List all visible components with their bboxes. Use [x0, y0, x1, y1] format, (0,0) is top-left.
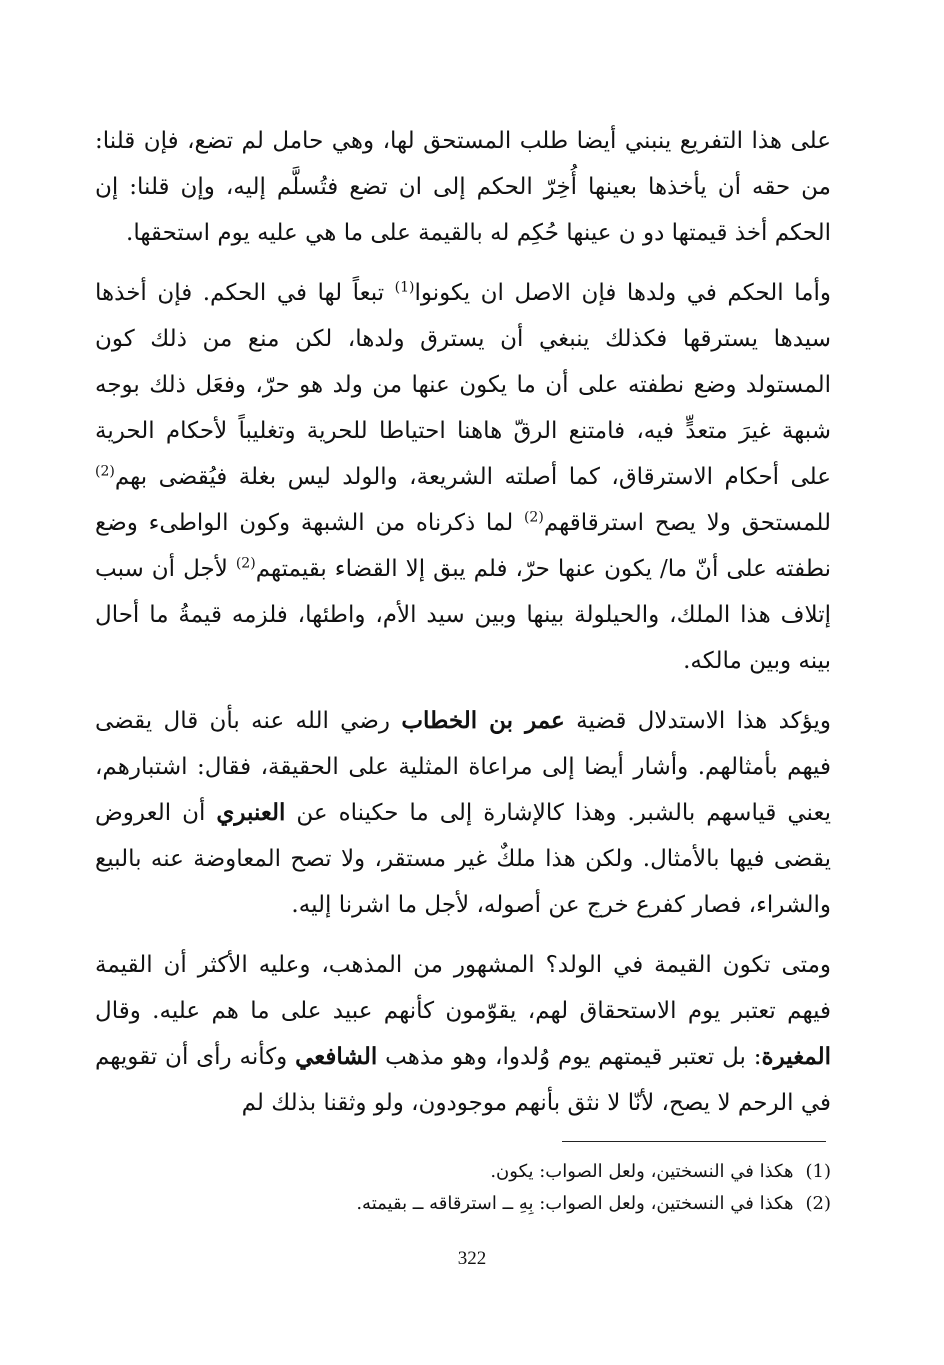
paragraph-4	[95, 942, 831, 1126]
footnote-2-number: (2)	[805, 1193, 831, 1214]
footnote-2-text: هكذا في النسختين، ولعل الصواب: بِهِ ــ استرقاقه ــ بقيمته.	[356, 1193, 794, 1214]
paragraph-1-text: على هذا التفريع ينبني أيضا طلب المستحق لها، وهي حامل لم تضع، فإن قلنا: من حقه أن يأخذها بعينها أُخِرّ الحكم إلى ان تضع فتُسلَّم إليه، وإن قلنا: إن الحكم أخذ قيمتها دو ن عينها حُكِم له بالقيمة على ما هي عليه يوم استحقها.	[95, 128, 831, 246]
paragraph-2-part-c: للمستحق ولا يصح استرقاقهم	[543, 510, 831, 536]
paragraph-4-part-c: وكأنه رأى أن تقويهم في الرحم لا يصح، لأنّا لا نثق بأنهم موجودون، ولو وثقنا بذلك لم	[95, 1044, 831, 1116]
paragraph-2-part-b: تبعاً لها في الحكم. فإن أخذها سيدها يسترقها فكذلك ينبغي أن يسترق ولدها، لكن منع من ذلك كون المستولد وضع نطفته على أن ما يكون عنها من ولد هو حرّ، وفعَل ذلك بوجه شبهة غيرَ متعدٍّ فيه، فامتنع الرقّ هاهنا احتياطا للحرية وتغليباً لأحكام الحرية على أحكام الاسترقاق، كما أصلته الشريعة، والولد ليس بغلة فيُقضى بهم	[95, 280, 831, 490]
paragraph-4-part-a: ومتى تكون القيمة في الولد؟ المشهور من المذهب، وعليه الأكثر أن القيمة فيهم تعتبر يوم الاستحقاق لهم، يقوّمون كأنهم عبيد على ما هم عليه. وقال	[95, 952, 831, 1024]
footnotes	[95, 1156, 831, 1220]
paragraph-4-part-b: : بل تعتبر قيمتهم يوم وُلدوا، وهو مذهب	[377, 1044, 762, 1070]
paragraph-3-part-b: رضي الله عنه بأن قال يقضى فيهم بأمثالهم. وأشار أيضا إلى مراعاة المثلية على الحقيقة، فقال: اشتبارهم، يعني قياسهم بالشبر. وهذا كالإشارة إلى ما حكيناه عن	[95, 708, 831, 826]
person-name-umar: عمر بن الخطاب	[401, 707, 565, 734]
page-number: 322	[457, 1248, 487, 1269]
footnote-1	[95, 1156, 831, 1188]
footnote-1-number: (1)	[805, 1161, 831, 1182]
paragraph-2-part-d: لما ذكرناه من الشبهة وكون الواطىء وضع نطفته على أنّ ما/ يكون عنها حرّ، فلم يبق إلا القضاء بقيمتهم	[95, 510, 832, 582]
footnote-divider	[562, 1141, 826, 1142]
person-name-mughira: المغيرة	[761, 1043, 831, 1070]
paragraph-3	[95, 698, 831, 928]
paragraph-1	[95, 118, 831, 256]
footnote-1-text: هكذا في النسختين، ولعل الصواب: يكون.	[490, 1161, 794, 1182]
footnote-ref-1: (1)	[394, 279, 415, 296]
paragraph-3-part-c: أن العروض يقضى فيها بالأمثال. ولكن هذا ملكٌ غير مستقر، ولا تصح المعاوضة عنه بالبيع والشراء، فصار كفرع خرج عن أصوله، لأجل ما اشرنا إليه.	[95, 800, 831, 918]
person-name-anbari: العنبري	[216, 799, 286, 826]
paragraph-2	[95, 270, 831, 684]
person-name-shafii: الشافعي	[295, 1043, 378, 1070]
paragraph-2-part-a: وأما الحكم في ولدها فإن الاصل ان يكونوا	[414, 280, 831, 306]
page-body	[95, 118, 831, 1126]
footnote-ref-2c: (2)	[235, 555, 256, 572]
paragraph-2-part-e: لأجل أن سبب إتلاف هذا الملك، والحيلولة بينها وبين سيد الأم، واطئها، فلزمه قيمةُ ما أحال بينه وبين مالكه.	[95, 556, 831, 674]
footnote-ref-2: (2)	[95, 463, 115, 480]
footnote-ref-2b: (2)	[523, 509, 544, 526]
footnote-2	[95, 1188, 831, 1220]
paragraph-3-part-a: ويؤكد هذا الاستدلال قضية	[564, 708, 831, 734]
